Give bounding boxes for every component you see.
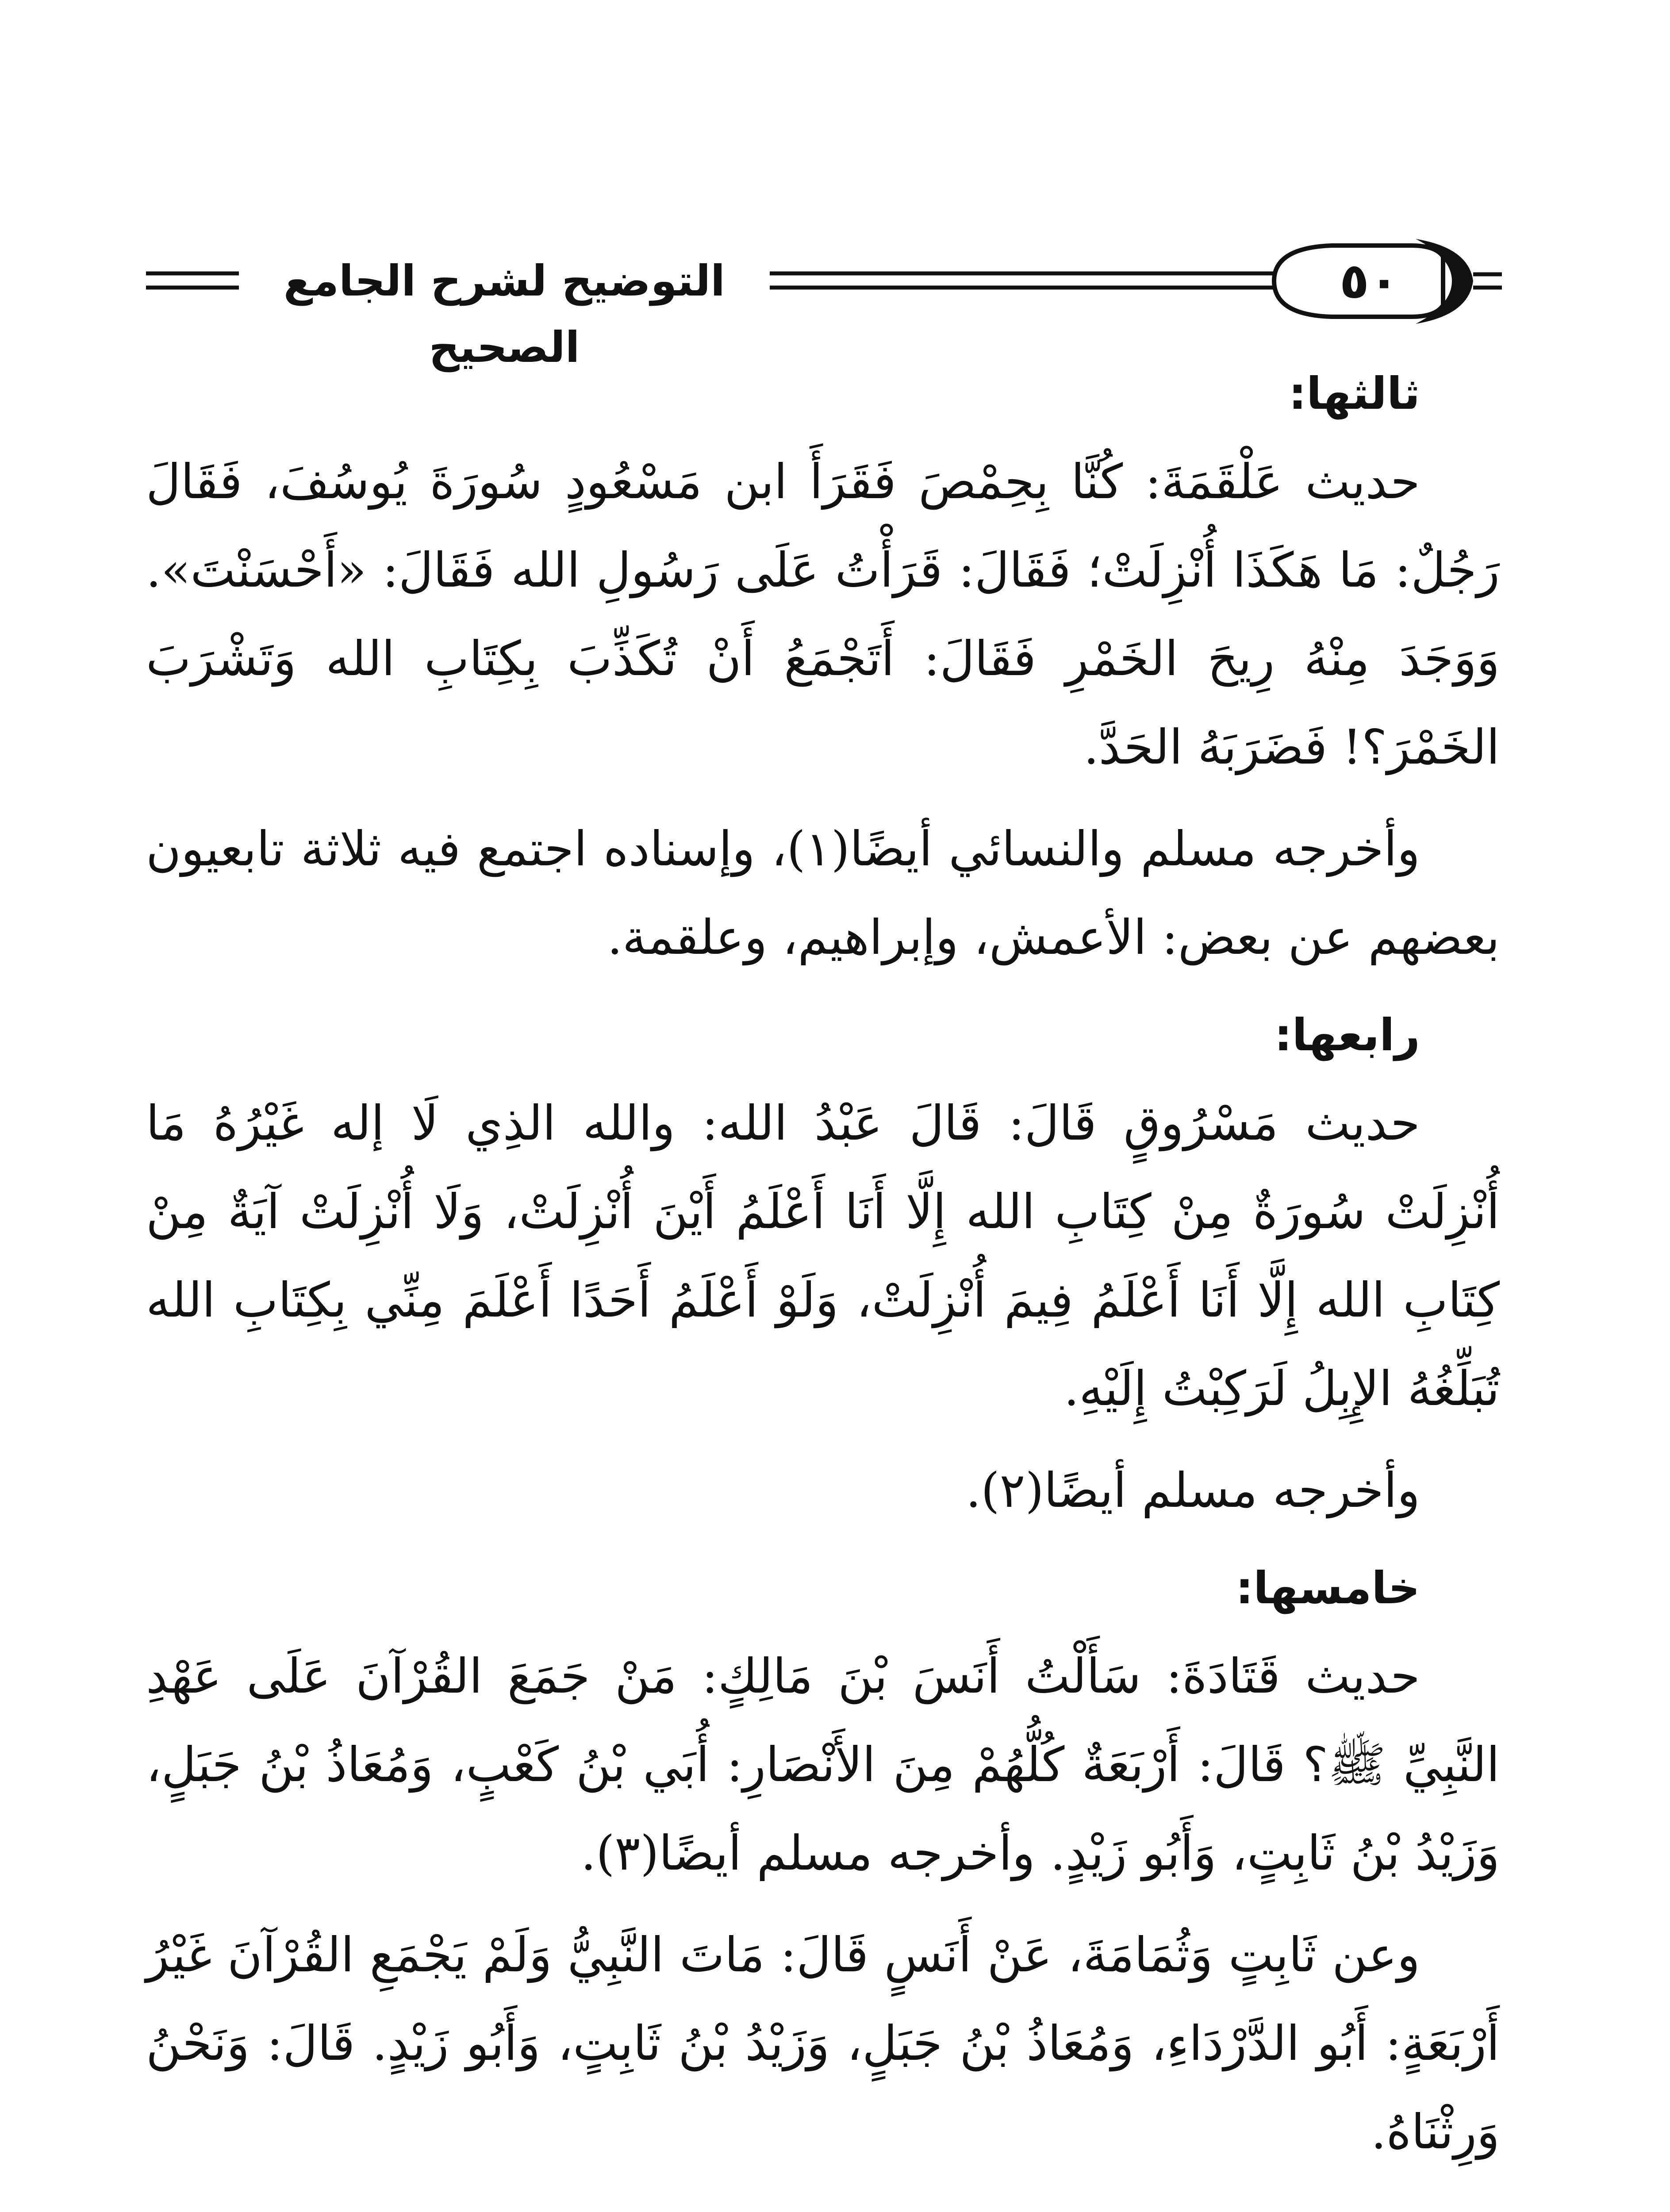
running-title: التوضيح لشرح الجامع الصحيح bbox=[283, 256, 726, 372]
section-heading: خامسها: bbox=[1236, 1562, 1420, 1614]
section-heading: ثالثها: bbox=[1288, 368, 1420, 419]
paragraph: وعن ثَابِتٍ وَثُمَامَةَ، عَنْ أَنَسٍ قَالَ: مَاتَ النَّبِيُّ وَلَمْ يَجْمَعِ القُرْآنَ غَيْرُ أَرْبَعَةٍ: أَبُو الدَّرْدَاءِ، وَمُعَاذُ بْنُ جَبَلٍ، وَزَيْدُ بْنُ ثَابِتٍ، وَأَبُو زَيْدٍ. قَالَ: وَنَحْنُ وَرِثْنَاهُ. bbox=[146, 1928, 1500, 2160]
page-header bbox=[0, 0, 1670, 372]
section-heading: رابعها: bbox=[1274, 1009, 1420, 1061]
paragraph: وأخرجه مسلم أيضًا(٢). bbox=[966, 1463, 1420, 1518]
paragraph: حديث قَتَادَةَ: سَأَلْتُ أَنَسَ بْنَ مَالِكٍ: مَنْ جَمَعَ القُرْآنَ عَلَى عَهْدِ النَّبِيِّ ﷺ؟ قَالَ: أَرْبَعَةٌ كُلُّهُمْ مِنَ الأَنْصَارِ: أُبَي بْنُ كَعْبٍ، وَمُعَاذُ بْنُ جَبَلٍ، وَزَيْدُ بْنُ ثَابِتٍ، وَأَبُو زَيْدٍ. وأخرجه مسلم أيضًا(٣). bbox=[146, 1649, 1500, 1881]
paragraph: حديث مَسْرُوقٍ قَالَ: قَالَ عَبْدُ الله: والله الذِي لَا إله غَيْرُهُ مَا أُنْزِلَتْ سُورَةٌ مِنْ كِتَابِ الله إِلَّا أَنَا أَعْلَمُ أَيْنَ أُنْزِلَتْ، وَلَا أُنْزِلَتْ آيَةٌ مِنْ كِتَابِ الله إِلَّا أَنَا أَعْلَمُ فِيمَ أُنْزِلَتْ، وَلَوْ أَعْلَمُ أَحَدًا أَعْلَمَ مِنِّي بِكِتَابِ الله تُبَلِّغُهُ الإِبِلُ لَرَكِبْتُ إِلَيْهِ. bbox=[146, 1096, 1500, 1417]
paragraph: وأخرجه مسلم والنسائي أيضًا(١)، وإسناده اجتمع فيه ثلاثة تابعيون بعضهم عن بعض: الأعمش، وإبراهيم، وعلقمة. bbox=[146, 822, 1500, 965]
paragraph: حديث عَلْقَمَةَ: كُنَّا بِحِمْصَ فَقَرَأَ ابن مَسْعُودٍ سُورَةَ يُوسُفَ، فَقَالَ رَجُلٌ: مَا هَكَذَا أُنْزِلَتْ؛ فَقَالَ: قَرَأْتُ عَلَى رَسُولِ الله فَقَالَ: «أَحْسَنْتَ». وَوَجَدَ مِنْهُ رِيحَ الخَمْرِ فَقَالَ: أَتَجْمَعُ أَنْ تُكَذِّبَ بِكِتَابِ الله وَتَشْرَبَ الخَمْرَ؟! فَضَرَبَهُ الحَدَّ. bbox=[146, 454, 1500, 775]
main-text bbox=[146, 354, 1500, 2190]
page-number: ٥٠ bbox=[1339, 253, 1399, 309]
